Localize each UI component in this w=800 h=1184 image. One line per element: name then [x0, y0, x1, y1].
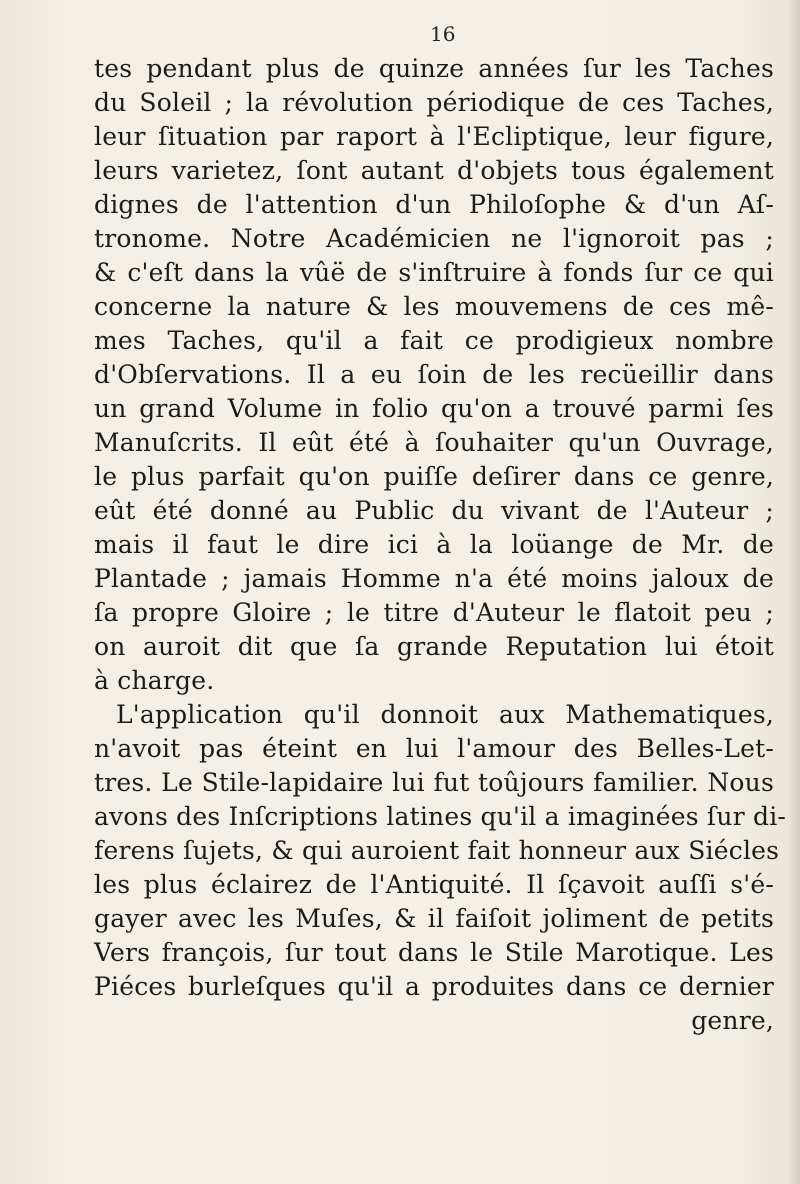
- text-line: leurs varietez, ſont autant d'objets tous également: [94, 156, 774, 185]
- text-line: Vers françois, ſur tout dans le Stile Marotique. Les: [94, 938, 774, 967]
- text-line: n'avoit pas éteint en lui l'amour des Belles-Let-: [94, 734, 774, 763]
- text-line: leur ſituation par raport à l'Ecliptique, leur figure,: [94, 122, 774, 151]
- text-line: on auroit dit que ſa grande Reputation lui étoit: [94, 632, 774, 661]
- text-line: du Soleil ; la révolution périodique de ces Taches,: [94, 88, 774, 117]
- text-line: à charge.: [94, 666, 215, 695]
- text-line: tes pendant plus de quinze années ſur les Taches: [94, 54, 774, 83]
- text-line: eût été donné au Public du vivant de l'Auteur ;: [94, 496, 774, 525]
- text-line: mes Taches, qu'il a fait ce prodigieux nombre: [94, 326, 774, 355]
- text-line: les plus éclairez de l'Antiquité. Il ſçavoit auſſi s'é-: [94, 870, 774, 899]
- text-line: L'application qu'il donnoit aux Mathematiques,: [116, 700, 774, 729]
- text-line: dignes de l'attention d'un Philoſophe & d'un Aſ-: [94, 190, 774, 219]
- text-line: concerne la nature & les mouvemens de ces mê-: [94, 292, 774, 321]
- text-line: le plus parfait qu'on puiſſe deſirer dans ce genre,: [94, 462, 774, 491]
- text-line: un grand Volume in folio qu'on a trouvé parmi ſes: [94, 394, 774, 423]
- catchword: genre,: [691, 1006, 774, 1035]
- text-line: Manuſcrits. Il eût été à ſouhaiter qu'un Ouvrage,: [94, 428, 774, 457]
- text-line: gayer avec les Muſes, & il faiſoit joliment de petits: [94, 904, 774, 933]
- text-line: & c'eſt dans la vûë de s'inſtruire à fonds ſur ce qui: [94, 258, 774, 287]
- text-line: mais il faut le dire ici à la loüange de Mr. de: [94, 530, 774, 559]
- page-edge-shadow: [788, 0, 800, 1184]
- text-line: tres. Le Stile-lapidaire lui fut toûjours familier. Nous: [94, 768, 774, 797]
- text-line: avons des Inſcriptions latines qu'il a imaginées ſur di-: [94, 802, 787, 831]
- text-line: Piéces burleſques qu'il a produites dans ce dernier: [94, 972, 774, 1001]
- text-line: tronome. Notre Académicien ne l'ignoroit pas ;: [94, 224, 774, 253]
- text-line: d'Obſervations. Il a eu ſoin de les recüeillir dans: [94, 360, 774, 389]
- text-line: ferens ſujets, & qui auroient fait honneur aux Siécles: [94, 836, 780, 865]
- text-line: ſa propre Gloire ; le titre d'Auteur le flatoit peu ;: [94, 598, 774, 627]
- page-number: 16: [430, 22, 456, 46]
- text-line: Plantade ; jamais Homme n'a été moins jaloux de: [94, 564, 774, 593]
